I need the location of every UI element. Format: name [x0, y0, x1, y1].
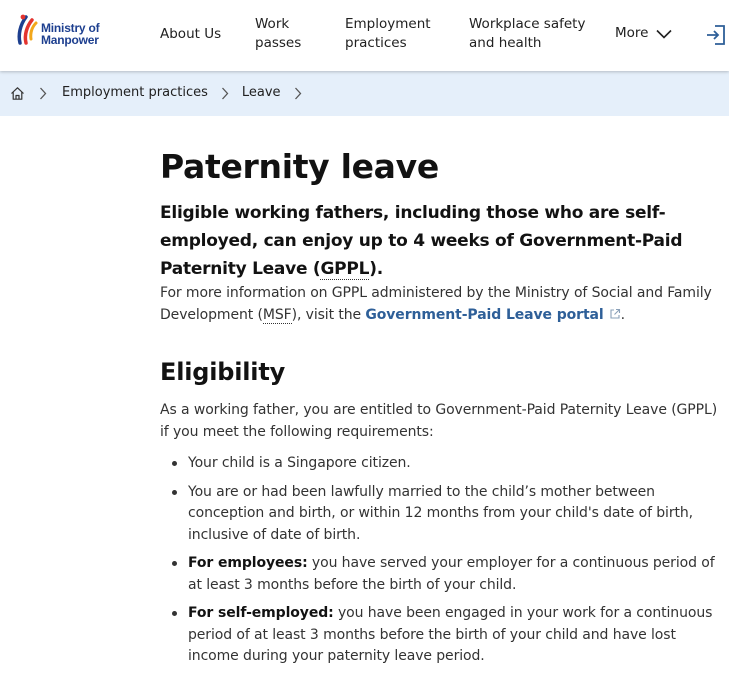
- nav-work-passes[interactable]: Work passes: [255, 16, 302, 51]
- login-button[interactable]: [706, 24, 726, 50]
- list-item: [160, 482, 729, 547]
- breadcrumb-leave[interactable]: Leave: [241, 85, 281, 100]
- requirement-text: you have served your employer for a continuous period of at least 3 months before the birth of your child.: [188, 555, 715, 593]
- government-paid-leave-portal-link[interactable]: [365, 307, 620, 323]
- lede-text: Eligible working fathers, including those who are self-employed, can enjoy up to 4 weeks of Government-Paid Paternity Leave (: [160, 203, 683, 279]
- chevron-right-icon: [294, 87, 302, 100]
- breadcrumb-employment-practices[interactable]: Employment practices: [62, 85, 208, 100]
- external-link-icon: [609, 305, 621, 327]
- list-item: [160, 603, 729, 668]
- list-item: [160, 453, 729, 475]
- mom-logo[interactable]: [15, 13, 115, 53]
- login-icon: [706, 24, 726, 46]
- requirement-text: you have been engaged in your work for a continuous period of at least 3 months before the birth of your child and have lost income during your paternity leave period.: [188, 605, 713, 664]
- requirement-text: Your child is a Singapore citizen.: [188, 455, 411, 471]
- chevron-down-icon: [656, 29, 672, 39]
- abbr-gppl[interactable]: GPPL: [320, 259, 370, 279]
- requirement-text: You are or had been lawfully married to the child’s mother between conception and birth, or within 12 months from your child's date of birth, inclusive of date of birth.: [188, 483, 694, 543]
- info-paragraph: [160, 282, 729, 327]
- breadcrumb: [0, 71, 729, 116]
- requirements-list: [160, 453, 729, 675]
- lede-end: ).: [369, 259, 383, 279]
- info-end: .: [620, 307, 625, 323]
- section-title-eligibility: Eligibility: [160, 358, 286, 386]
- logo-line-1: Ministry of: [41, 21, 100, 35]
- eligibility-intro: As a working father, you are entitled to Government-Paid Paternity Leave (GPPL) if you meet the following requirements:: [160, 402, 718, 440]
- mom-logo-icon: [15, 13, 41, 49]
- requirement-label: For self-employed:: [188, 605, 334, 621]
- link-label: Government-Paid Leave portal: [365, 307, 604, 323]
- nav-about-us[interactable]: About Us: [160, 26, 222, 42]
- page-title: Paternity leave: [160, 147, 439, 186]
- abbr-msf[interactable]: MSF: [262, 307, 292, 323]
- nav-workplace-safety-health[interactable]: Workplace safety and health: [469, 16, 586, 51]
- page-lede: [160, 199, 726, 283]
- info-text: For more information on GPPL administered by the Ministry of Social and Family Development (: [160, 285, 712, 323]
- nav-more[interactable]: [615, 24, 672, 43]
- nav-more-label: More: [615, 25, 649, 41]
- requirement-label: For employees:: [188, 555, 308, 571]
- list-item: [160, 553, 729, 596]
- chevron-right-icon: [39, 87, 47, 100]
- logo-text: [41, 22, 99, 46]
- nav-employment-practices[interactable]: Employment practices: [345, 16, 431, 51]
- main-content: [160, 145, 729, 664]
- info-text-2: ), visit the: [291, 307, 366, 323]
- home-icon[interactable]: [10, 86, 25, 101]
- site-header: [0, 0, 729, 71]
- logo-line-2: Manpower: [41, 33, 99, 47]
- chevron-right-icon: [221, 87, 229, 100]
